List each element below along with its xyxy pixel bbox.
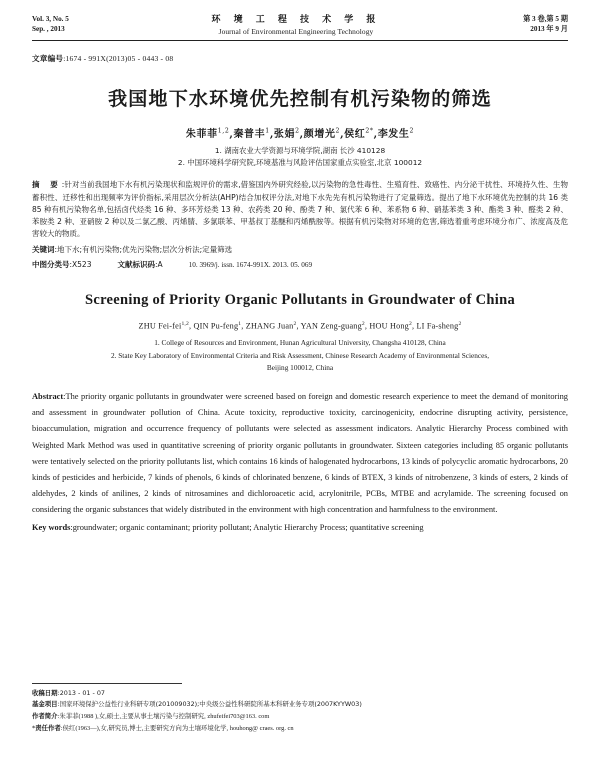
author-list-en: ZHU Fei-fei$^{1,2}$, QIN Pu-feng$^1$, ZHANG Juan$^2$, YAN Zeng-guang$^2$, HOU Hong$^2$, LI Fa-sheng$^2$	[138, 321, 462, 331]
document-code-label: 文献标识码	[117, 260, 155, 270]
header-divider	[32, 40, 568, 41]
volume-issue-cn: 第 3 卷,第 5 期	[523, 15, 568, 23]
affiliation-en-2: 2. State Key Laboratory of Environmental Criteria and Risk Assessment, Chinese Research Academy of Environmental Sciences,	[110, 350, 490, 360]
keywords-en-label: Key words	[32, 523, 71, 533]
corresponding-label: 责任作者	[35, 724, 61, 733]
abstract-cn	[32, 179, 568, 240]
bio-value: :朱菲菲(1988 ),女,硕士,主要从事土壤污染与控制研究, zhufeifei703@163. com	[57, 713, 270, 721]
running-head	[32, 14, 568, 40]
abstract-cn-text: :针对当前我国地下水有机污染现状和监规评价的需求,借鉴国内外研究经验,以污染物的急性毒性、生殖育性、致癌性、内分泌干扰性、环境持久性、生物蓄积性、迁移性和出现频率为评价指标,采用层次分析法(AHP)结合加权评分法,对地下水先先有机污染物进行了定量筛选。提出了地下水环境优先控制的共 16 类 85 种有机污染物名单,包括卤代烃类 16 种、多环芳烃类 13 种、农药类 20 种、酚类 7 种、氯代苯 6 种、苯系物 6 种、硝基苯类 3 种、酯类 3 种、醛类 2 种、苯胺类 2 种、亚硝胺 2 种以及二氯乙酸、丙烯腈、多氯联苯、甲基叔丁基醚和丙烯酰胺等。根据有机污染物对环境的危害,筛选着重考虑环境分布广、浓度高及危害较大的物质。	[32, 180, 568, 238]
abstract-en-label: Abstract	[32, 392, 64, 402]
clc-number	[32, 259, 91, 270]
footnote-divider	[32, 683, 182, 684]
footnote-fund	[32, 699, 568, 711]
fund-value: :国家环境保护公益性行业科研专项(201009032);中央级公益性科研院所基本科研业务专项(2007KYYW03)	[57, 700, 362, 709]
affiliation-en-1: 1. College of Resources and Environment, Hunan Agricultural University, Changsha 410128, China	[154, 337, 446, 347]
date-en: Sep. , 2013	[32, 25, 65, 34]
received-value: :2013 - 01 - 07	[57, 688, 105, 697]
running-head-left	[32, 14, 69, 35]
corresponding-marker: *	[32, 724, 36, 733]
running-head-right	[523, 14, 568, 35]
article-number	[32, 53, 568, 64]
clc-label: 中图分类号	[32, 260, 70, 270]
keywords-cn-text: :地下水;有机污染物;优先污染物;层次分析法;定量筛选	[54, 245, 233, 255]
received-label: 收稿日期	[32, 688, 58, 697]
doi-value: 10. 3969/j. issn. 1674-991X. 2013. 05. 069	[188, 261, 313, 270]
running-head-center	[69, 14, 523, 37]
clc-value: :X523	[69, 260, 92, 270]
article-number-label: 文章编号	[32, 53, 64, 63]
page-title-cn: 我国地下水环境优先控制有机污染物的筛选	[108, 87, 492, 110]
classification-row	[32, 259, 568, 270]
volume-issue-en: Vol. 3, No. 5	[32, 15, 69, 23]
abstract-en	[32, 389, 568, 518]
affiliation-cn-2: 2. 中国环境科学研究院,环境基准与风险评估国家重点实验室,北京 100012	[177, 158, 423, 168]
corresponding-value: :侯红(1963—),女,研究员,博士,主要研究方向为土壤环境化学, houhong@ craes. org. cn	[60, 725, 294, 733]
keywords-cn	[32, 244, 568, 256]
journal-title-en: Journal of Environmental Engineering Technology	[218, 26, 374, 36]
footnote-author-bio	[32, 711, 568, 723]
footnote-corresponding-author	[32, 723, 568, 735]
abstract-cn-label: 摘 要	[32, 180, 62, 190]
author-list-cn: 朱菲菲$^{1,2}$,秦普丰$^1$,张娟$^2$,颜增光$^2$,侯红$^{2*}$,李发生$^2$	[185, 127, 415, 140]
abstract-en-text: :The priority organic pollutants in groundwater were screened based on foreign and domestic research experience to meet the demand of monitoring and assessment in groundwater pollution of China. Acute toxicity, reproductive toxicity, carcinogenicity, endocrine disrupting activity, persistence, bioaccumulation, migration and occurrence frequency of pollutants were selected as assessment indicators. Analytic Hierarchy Process combined with Weighted Mark Method was used in quantitative screening of priority organic pollutants in groundwater. Sixteen categories including 85 organic pollutants were tentatively selected on the priority pollutants list, which contains 16 kinds of halogenated hydrocarbons, 13 kinds of polycyclic aromatic hydrocarbons, 20 kinds of pesticides and herbicide, 7 kinds of phenols, 6 kinds of chlorinated benzene, 6 kinds of BTEX, 3 kinds of nitrobenzene, 3 kinds of esters, 2 kinds of aldehydes, 2 kinds of anilines, 2 kinds of nitrosamines and dichloroacetic acid, acrylonitrile, PCBs, MTBE and acrylamide. The screening focused on considering the organic substances that widely distributed in the environment with high concentration and harmfulness to the environment.	[32, 392, 568, 514]
journal-title-cn: 环 境 工 程 技 术 学 报	[211, 15, 381, 25]
article-number-value: :1674 - 991X(2013)05 - 0443 - 08	[63, 53, 174, 63]
keywords-en	[32, 520, 568, 536]
keywords-cn-label: 关键词	[32, 245, 55, 255]
fund-label: 基金项目	[32, 700, 58, 709]
date-cn: 2013 年 9 月	[530, 25, 568, 34]
document-code-value: :A	[154, 260, 163, 270]
document-code	[117, 259, 162, 270]
bio-label: 作者简介	[32, 712, 58, 721]
page-title-en: Screening of Priority Organic Pollutants in Groundwater of China	[84, 292, 516, 309]
footnote-block	[32, 683, 568, 735]
affiliation-en-2-line2: Beijing 100012, China	[266, 363, 334, 373]
footnote-received	[32, 688, 568, 700]
keywords-en-text: :groundwater; organic contaminant; priority pollutant; Analytic Hierarchy Process; quantitative screening	[70, 523, 424, 533]
affiliation-cn-1: 1. 湖南农业大学资源与环境学院,湖南 长沙 410128	[214, 145, 386, 155]
